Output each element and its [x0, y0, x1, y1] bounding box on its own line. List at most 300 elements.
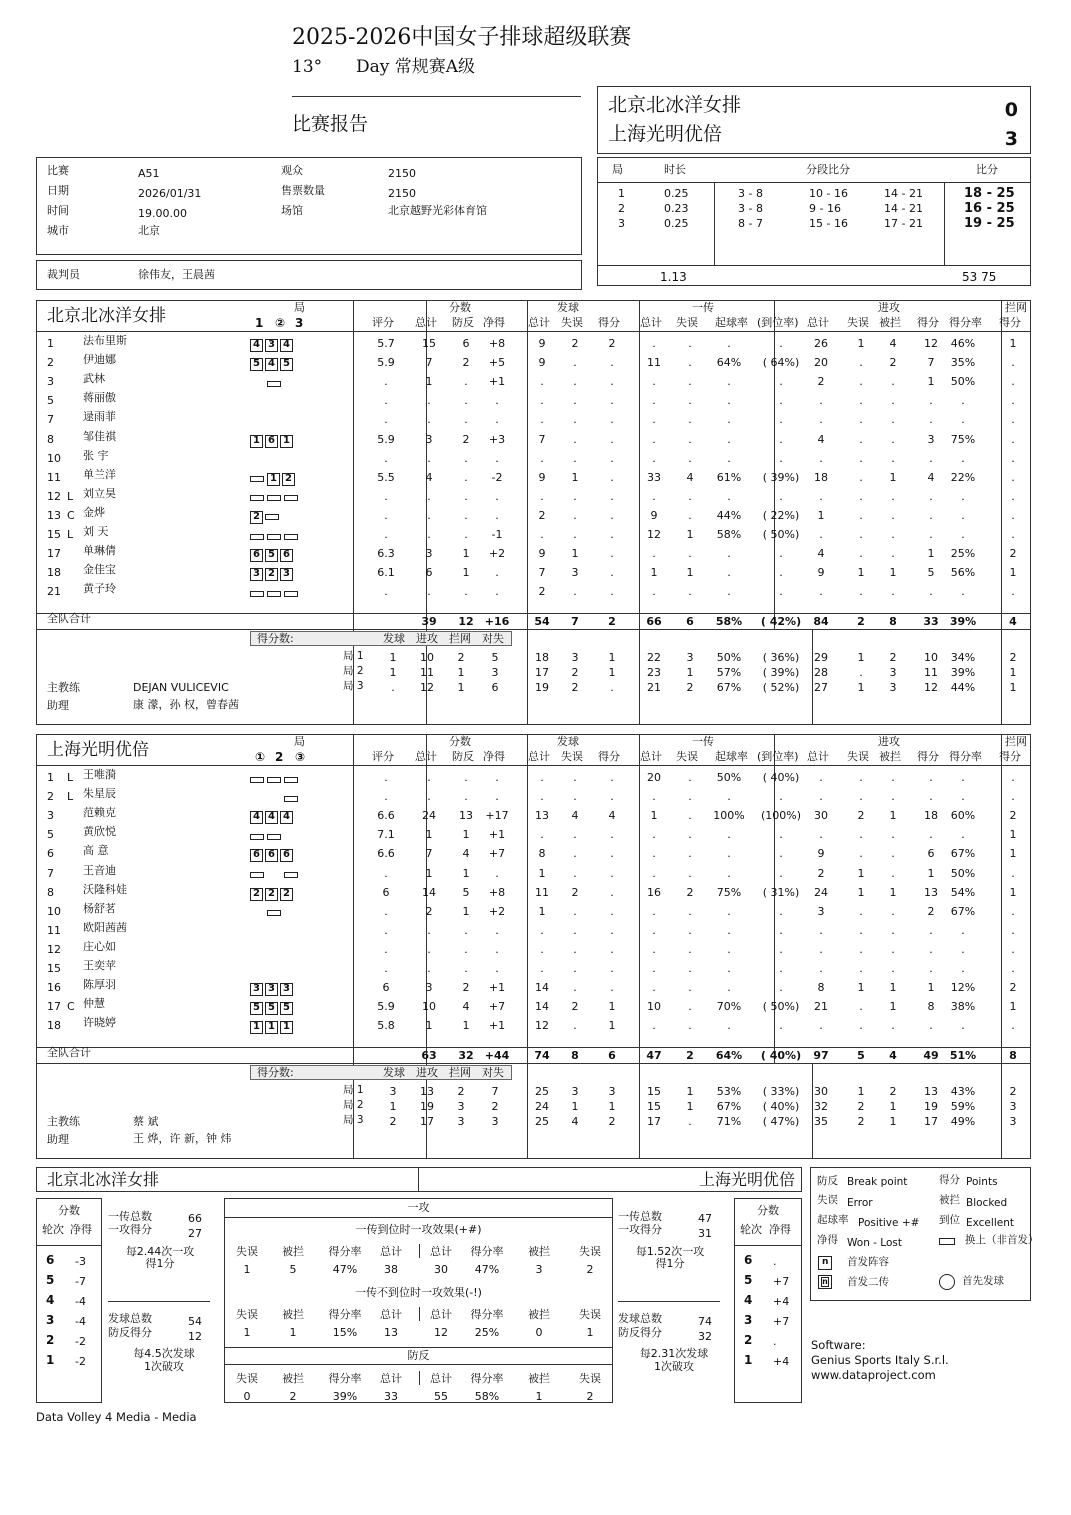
set-score-cell: .: [391, 681, 395, 694]
stat-cell: +1: [488, 828, 506, 842]
stat-cell: 100%: [713, 809, 745, 823]
total-cell: 64%: [715, 1049, 743, 1062]
set-stat-cell: 25: [535, 1115, 549, 1128]
stat-cell: .: [961, 828, 965, 842]
stat-cell: .: [652, 923, 656, 937]
stat-cell: +2: [488, 547, 506, 561]
start-position-box: 3: [280, 983, 293, 996]
col-header: 净得: [483, 316, 505, 329]
stat-cell: .: [727, 432, 731, 446]
stat-cell: 2: [538, 508, 546, 522]
stat-cell: .: [859, 489, 863, 503]
start-position-box: 4: [280, 339, 293, 352]
start-position-box: 6: [280, 549, 293, 562]
set-indicator: 3: [295, 316, 304, 330]
rotation-net: -4: [75, 1295, 86, 1308]
stat-cell: .: [819, 828, 823, 842]
stat-cell: +8: [488, 885, 506, 899]
stat-cell: .: [819, 394, 823, 408]
stat-cell: .: [961, 413, 965, 427]
stat-cell: .: [384, 528, 388, 541]
away-recv-total: 47: [698, 1212, 712, 1225]
section-subtitle: 一传不到位时一攻效果(-!): [355, 1286, 482, 1299]
stat-cell: 1: [889, 470, 897, 484]
player-positions: [250, 545, 295, 564]
stat-cell: 1: [927, 981, 935, 995]
player-number: 3: [47, 375, 54, 389]
player-role: L: [67, 771, 74, 784]
stat-cell: .: [610, 585, 614, 599]
set-p1: 8 - 7: [738, 217, 763, 230]
stat-cell: 54%: [950, 885, 976, 899]
away-sets-won: 3: [1004, 128, 1018, 150]
stat-cell: .: [727, 923, 731, 937]
stat-cell: .: [652, 790, 656, 804]
stat-cell: 5: [927, 566, 935, 580]
legend-key: 失误: [817, 1194, 838, 1206]
stat-cell: +7: [488, 847, 506, 861]
assistant-label: 助理: [47, 1133, 69, 1146]
stat-cell: .: [779, 828, 783, 842]
player-number: 2: [47, 356, 54, 370]
stat-cell: 1: [462, 866, 470, 880]
stat-cell: .: [1011, 489, 1015, 503]
match-city: 北京: [138, 224, 160, 237]
total-cell: 4: [889, 1049, 897, 1062]
stat-cell: 24: [814, 885, 828, 899]
stat-cell: .: [779, 904, 783, 918]
assistant-coaches: 王 烨，许 新，钟 炜: [133, 1132, 232, 1145]
set-stat-cell: 1: [857, 1085, 865, 1098]
set-stat-cell: 1: [1009, 666, 1017, 679]
stat-cell: .: [891, 547, 895, 561]
col-header: 防反: [452, 316, 474, 329]
stat-cell: 9: [650, 508, 658, 522]
stat-cell: .: [384, 585, 388, 599]
stat-cell: .: [610, 432, 614, 446]
player-name: 王音迪: [83, 863, 116, 877]
stat-cell: .: [610, 771, 614, 784]
breakdown-cell: 15%: [332, 1326, 358, 1339]
stat-cell: .: [891, 394, 895, 408]
breakdown-cell: 0: [243, 1390, 251, 1403]
set-stat-cell: 23: [647, 666, 661, 679]
total-cell: +16: [484, 615, 510, 628]
substitute-marker: [267, 534, 281, 540]
stat-cell: .: [929, 489, 933, 503]
match-code: A51: [138, 167, 160, 180]
total-cell: 97: [813, 1049, 829, 1062]
rot-header: 轮次: [740, 1223, 762, 1236]
stat-cell: .: [384, 394, 388, 408]
stat-cell: .: [819, 1019, 823, 1033]
set-score-cell: 1: [457, 666, 465, 679]
set-score-cell: 2: [389, 1115, 397, 1128]
label: 一传总数: [108, 1210, 152, 1223]
col-header: 总计: [415, 750, 437, 763]
stat-cell: 6: [382, 885, 390, 899]
substitute-marker: [250, 777, 264, 783]
stat-cell: 15: [422, 337, 436, 350]
stat-cell: .: [573, 375, 577, 389]
stat-cell: +7: [488, 1000, 506, 1014]
stat-cell: 1: [1009, 847, 1017, 861]
stat-cell: .: [779, 866, 783, 880]
set-p2: 9 - 16: [809, 202, 841, 215]
stat-cell: .: [384, 962, 388, 975]
stat-cell: 7: [425, 847, 433, 861]
stat-cell: .: [891, 942, 895, 956]
stat-cell: 12%: [950, 981, 976, 995]
stat-cell: .: [688, 981, 692, 995]
first-serve-icon: [939, 1274, 955, 1290]
breakdown-cell: 2: [289, 1390, 297, 1403]
stat-cell: 33: [647, 470, 661, 484]
stat-cell: .: [427, 923, 431, 937]
col-header: 总计: [430, 1372, 452, 1385]
referees: [36, 260, 582, 290]
stat-cell: .: [727, 451, 731, 465]
stat-cell: .: [727, 375, 731, 389]
col-header: 比分: [976, 163, 998, 176]
stat-cell: .: [688, 489, 692, 503]
stat-cell: .: [891, 904, 895, 918]
stat-cell: 1: [889, 981, 897, 995]
legend-text: 换上（非首发）: [965, 1234, 1039, 1246]
player-number: 17: [47, 547, 61, 561]
stat-cell: .: [819, 923, 823, 937]
col-header: 总计: [640, 750, 662, 763]
start-position-box: 6: [265, 849, 278, 862]
stat-cell: 1: [889, 809, 897, 823]
stat-cell: 7: [425, 356, 433, 370]
match-time: 19.00.00: [138, 207, 187, 220]
stat-cell: .: [688, 847, 692, 861]
player-number: 17: [47, 1000, 61, 1014]
sideout-breakdown: [224, 1198, 613, 1403]
player-positions: [250, 411, 301, 430]
stat-cell: 12: [647, 528, 661, 541]
col-header: 得分率: [328, 1372, 362, 1385]
total-cell: 8: [571, 1049, 579, 1062]
stat-cell: 5.9: [377, 1000, 395, 1014]
set-stat-cell: 1: [857, 651, 865, 664]
stat-cell: .: [859, 432, 863, 446]
stat-cell: .: [652, 547, 656, 561]
set-stat-cell: 29: [814, 651, 828, 664]
player-number: 13: [47, 508, 61, 522]
stat-cell: .: [1011, 470, 1015, 484]
stat-cell: .: [961, 1019, 965, 1033]
away-bp-ratio: 1次破攻: [654, 1360, 694, 1373]
stat-cell: .: [652, 489, 656, 503]
match-title: 2025-2026中国女子排球超级联赛: [292, 25, 632, 50]
set-stat-cell: 1: [571, 1100, 579, 1113]
breakdown-cell: 2: [586, 1263, 594, 1276]
stat-cell: 30: [814, 809, 828, 823]
set-stat-cell: 39%: [950, 666, 976, 679]
player-name: 沃隆科娃: [83, 882, 127, 896]
tickets-sold: 2150: [388, 187, 416, 200]
stat-cell: 14: [535, 981, 549, 995]
stat-cell: .: [573, 451, 577, 465]
player-number: 15: [47, 528, 61, 541]
start-position-box: 2: [280, 888, 293, 901]
col-group: 分数: [449, 301, 471, 314]
start-position-box: 1: [267, 473, 280, 486]
stat-cell: .: [610, 942, 614, 956]
player-name: 高 意: [83, 844, 109, 858]
set-stat-cell: .: [859, 666, 863, 679]
set-p3: 17 - 21: [884, 217, 923, 230]
starting-setter-icon: n: [818, 1275, 832, 1289]
stat-cell: .: [891, 866, 895, 880]
stat-cell: .: [727, 847, 731, 861]
stat-cell: 6.1: [377, 566, 395, 580]
set-score-cell: 7: [491, 1085, 499, 1098]
legend-text: 首先发球: [962, 1275, 1004, 1287]
set-stat-cell: 1: [686, 1100, 694, 1113]
stat-cell: .: [688, 451, 692, 465]
col-group: 进攻: [878, 735, 900, 748]
stat-cell: .: [891, 828, 895, 842]
legend-key: 起球率: [817, 1214, 849, 1226]
set-stat-cell: ( 52%): [762, 681, 800, 694]
stat-cell: 22%: [950, 470, 976, 484]
player-number: 16: [47, 981, 61, 995]
set-score-cell: 3: [457, 1115, 465, 1128]
stat-cell: .: [779, 923, 783, 937]
stat-cell: .: [610, 451, 614, 465]
player-name: 武林: [83, 372, 105, 386]
stat-cell: 1: [1009, 337, 1017, 350]
set-d: 0.23: [664, 202, 689, 215]
total-cell: 6: [686, 615, 694, 628]
stat-cell: .: [495, 585, 499, 599]
breakdown-cell: 0: [535, 1326, 543, 1339]
start-position-box: 4: [265, 358, 278, 371]
stat-cell: .: [464, 470, 468, 484]
set-stat-cell: 1: [1009, 681, 1017, 694]
substitute-marker: [250, 495, 264, 501]
stat-cell: .: [727, 828, 731, 842]
stat-cell: 11: [535, 885, 549, 899]
home-sideout-ratio: 得1分: [145, 1257, 175, 1270]
rotation-number: 1: [46, 1353, 55, 1367]
stat-cell: 1: [817, 508, 825, 522]
stat-cell: 1: [889, 885, 897, 899]
stat-cell: 1: [889, 566, 897, 580]
stat-cell: .: [819, 528, 823, 541]
player-number: 10: [47, 904, 61, 918]
stat-cell: 4: [571, 809, 579, 823]
stat-cell: .: [384, 375, 388, 389]
section-subtitle: 一传到位时一攻效果(+#): [355, 1223, 482, 1236]
breakdown-cell: 1: [289, 1326, 297, 1339]
start-position-box: 1: [250, 1021, 263, 1034]
stat-cell: .: [859, 790, 863, 804]
stat-cell: .: [464, 942, 468, 956]
stat-cell: .: [384, 790, 388, 804]
set-stat-cell: 1: [889, 1100, 897, 1113]
stat-cell: .: [859, 923, 863, 937]
stat-cell: 9: [538, 337, 546, 350]
player-role: L: [67, 528, 74, 541]
stat-cell: 14: [422, 885, 436, 899]
software-url[interactable]: www.dataproject.com: [811, 1368, 936, 1382]
breakdown-cell: 1: [243, 1326, 251, 1339]
stat-cell: 1: [650, 566, 658, 580]
breakdown-cell: 38: [384, 1263, 398, 1276]
set-stat-cell: 10: [924, 651, 938, 664]
stat-cell: 1: [857, 981, 865, 995]
stat-cell: .: [652, 942, 656, 956]
start-position-box: 6: [265, 435, 278, 448]
player-number: 11: [47, 923, 61, 937]
start-position-box: 3: [250, 983, 263, 996]
total-cell: 63: [421, 1049, 437, 1062]
stat-cell: .: [779, 962, 783, 975]
stat-cell: .: [384, 451, 388, 465]
stat-cell: 2: [1009, 809, 1017, 823]
col-header: 被拦: [282, 1372, 304, 1385]
set-stat-cell: 50%: [716, 651, 742, 664]
stat-cell: .: [573, 1019, 577, 1033]
rot-header: 净得: [769, 1223, 791, 1236]
player-number: 12: [47, 942, 61, 956]
stat-cell: 5.9: [377, 356, 395, 370]
stat-cell: .: [688, 585, 692, 599]
col-header: 被拦: [528, 1245, 550, 1258]
set-p3: 14 - 21: [884, 202, 923, 215]
stat-cell: 6: [462, 337, 470, 350]
set-score-cell: 3: [491, 666, 499, 679]
stat-cell: 1: [462, 828, 470, 842]
stat-cell: 5: [462, 885, 470, 899]
stat-cell: .: [573, 866, 577, 880]
stat-cell: +3: [488, 432, 506, 446]
stat-cell: .: [573, 962, 577, 975]
stat-cell: 21: [814, 1000, 828, 1014]
breakdown-cell: 12: [434, 1326, 448, 1339]
rotation-net: -3: [75, 1255, 86, 1268]
player-name: 王唯漪: [83, 768, 116, 781]
start-position-box: 5: [265, 549, 278, 562]
stat-cell: 2: [571, 337, 579, 350]
stat-cell: .: [495, 566, 499, 580]
col-header: 总计: [430, 1308, 452, 1321]
set-label: 局 3: [343, 680, 364, 692]
substitute-marker: [265, 514, 279, 520]
total-label: 全队合计: [47, 612, 91, 625]
player-name: 逯雨菲: [83, 410, 116, 424]
stat-cell: .: [727, 585, 731, 599]
total-cell: 8: [1009, 1049, 1017, 1062]
start-position-box: 4: [250, 811, 263, 824]
col-header: 总计: [415, 316, 437, 329]
stat-cell: .: [1011, 942, 1015, 956]
stat-cell: .: [540, 375, 544, 389]
player-name: 伊迪娜: [83, 353, 116, 367]
stat-cell: .: [779, 566, 783, 580]
set-stat-cell: 21: [647, 681, 661, 694]
player-name: 刘立昊: [83, 486, 116, 500]
stat-cell: .: [891, 1019, 895, 1033]
stat-cell: 2: [1009, 547, 1017, 561]
stat-cell: .: [610, 866, 614, 880]
away-serve-total: 74: [698, 1315, 712, 1328]
stat-cell: .: [610, 790, 614, 804]
set-d: 0.25: [664, 187, 689, 200]
stat-cell: 1: [462, 547, 470, 561]
stat-cell: .: [688, 508, 692, 522]
stat-cell: 18: [814, 470, 828, 484]
stat-cell: 56%: [950, 566, 976, 580]
substitute-marker: [267, 591, 281, 597]
total-points: 53 75: [962, 270, 997, 284]
stat-cell: .: [1011, 923, 1015, 937]
scoring-col: 进攻: [416, 632, 438, 645]
stat-cell: 7.1: [377, 828, 395, 842]
set-n: 2: [618, 202, 625, 215]
set-score-cell: 6: [491, 681, 499, 694]
stat-cell: .: [859, 394, 863, 408]
set-score-cell: 17: [420, 1115, 434, 1128]
scoring-label: 得分数:: [257, 632, 294, 645]
player-positions: [250, 941, 301, 960]
stat-cell: ( 22%): [762, 508, 800, 522]
stat-cell: 1: [1009, 828, 1017, 842]
stat-cell: .: [859, 528, 863, 541]
rotation-net: -4: [75, 1315, 86, 1328]
away-team-name: 上海光明优倍: [608, 123, 723, 145]
start-position-box: 3: [265, 339, 278, 352]
stat-cell: 7: [538, 432, 546, 446]
set-stat-cell: 67%: [716, 681, 742, 694]
away-sideout-ratio: 每1.52次一攻: [635, 1245, 705, 1258]
col-header: 被拦: [528, 1372, 550, 1385]
col-header: 总计: [380, 1372, 402, 1385]
col-header: 局: [612, 163, 623, 176]
label: 一攻得分: [618, 1223, 662, 1236]
col-header: 失误: [676, 316, 698, 329]
rotation-number: 6: [744, 1253, 753, 1267]
stat-cell: 38%: [950, 1000, 976, 1014]
col-header: 得分率: [470, 1308, 504, 1321]
stat-cell: .: [1011, 356, 1015, 370]
stat-cell: .: [427, 962, 431, 975]
stat-cell: .: [610, 413, 614, 427]
stat-cell: .: [929, 923, 933, 937]
stat-cell: .: [495, 790, 499, 804]
substitute-marker: [267, 834, 281, 840]
col-header: 失误: [847, 316, 869, 329]
stat-cell: 6.6: [377, 809, 395, 823]
set-s: 19 - 25: [964, 216, 1015, 231]
stat-cell: +17: [485, 809, 509, 823]
set-stat-cell: 12: [924, 681, 938, 694]
start-position-box: 1: [265, 1021, 278, 1034]
set-stat-cell: 71%: [716, 1115, 742, 1128]
set-stat-cell: 25: [535, 1085, 549, 1098]
set-n: 3: [618, 217, 625, 230]
col-group: 发球: [557, 735, 579, 748]
start-position-box: 5: [280, 358, 293, 371]
col-header: 被拦: [879, 750, 901, 763]
stat-cell: .: [464, 923, 468, 937]
set-stat-cell: 1: [686, 1085, 694, 1098]
stat-cell: .: [859, 375, 863, 389]
